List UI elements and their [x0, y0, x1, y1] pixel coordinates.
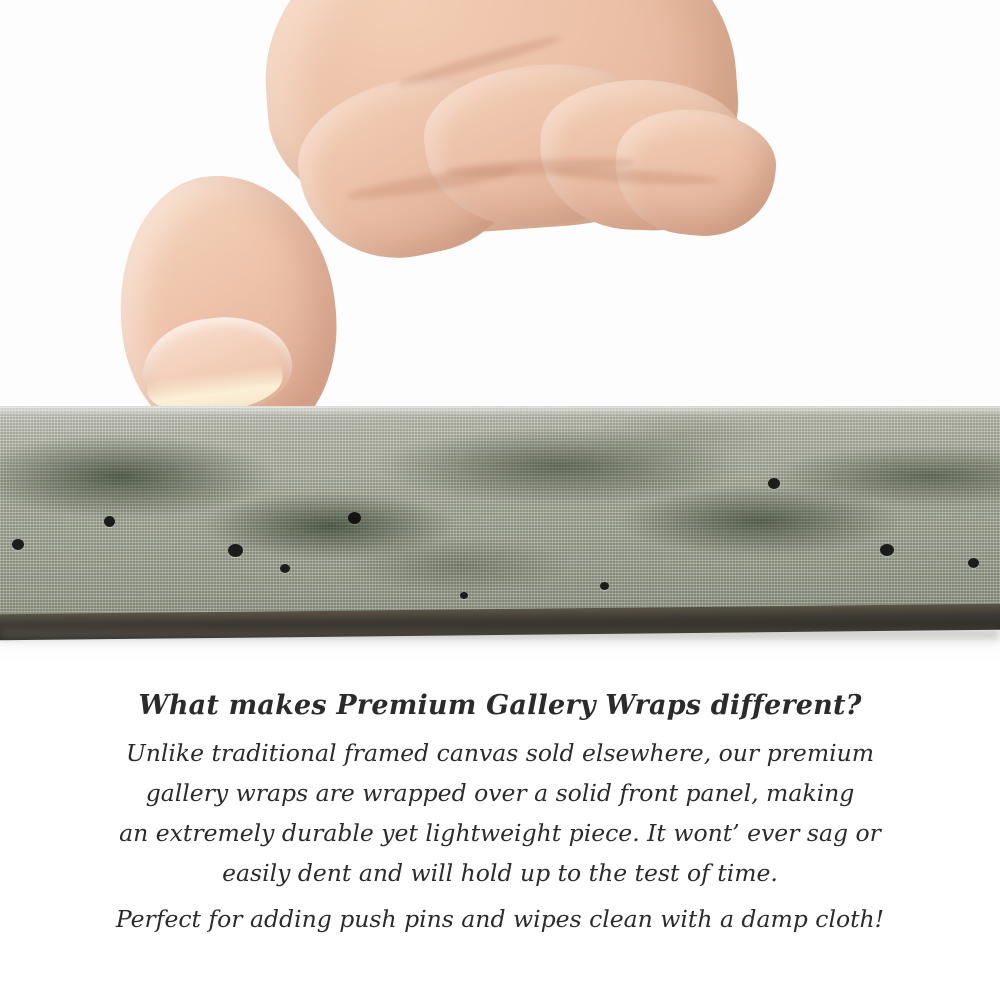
- canvas-speck: [280, 564, 290, 573]
- caption-block: [0, 690, 1000, 939]
- canvas-speck: [600, 582, 609, 590]
- canvas-drop-shadow: [0, 630, 1000, 644]
- caption-line-2: gallery wraps are wrapped over a solid front panel, making: [145, 779, 855, 807]
- canvas-speck: [460, 592, 468, 599]
- canvas-speck: [768, 478, 780, 489]
- caption-line-1: Unlike traditional framed canvas sold elsewhere, our premium: [125, 739, 875, 767]
- canvas-speck: [104, 516, 115, 527]
- canvas-speck: [12, 539, 24, 550]
- caption-title: What makes Premium Gallery Wraps different?: [138, 690, 862, 721]
- canvas-edge-strip: [0, 406, 1000, 621]
- canvas-speck: [880, 544, 894, 556]
- caption-closing-line: Perfect for adding push pins and wipes clean with a damp cloth!: [115, 905, 885, 933]
- caption-line-3: an extremely durable yet lightweight piece. It wont’ ever sag or: [119, 819, 881, 847]
- canvas-speck: [228, 544, 243, 557]
- caption-line-4: easily dent and will hold up to the test of time.: [222, 859, 778, 887]
- canvas-highlight: [0, 406, 1000, 416]
- canvas-speck: [968, 558, 979, 568]
- canvas-speck: [348, 512, 361, 524]
